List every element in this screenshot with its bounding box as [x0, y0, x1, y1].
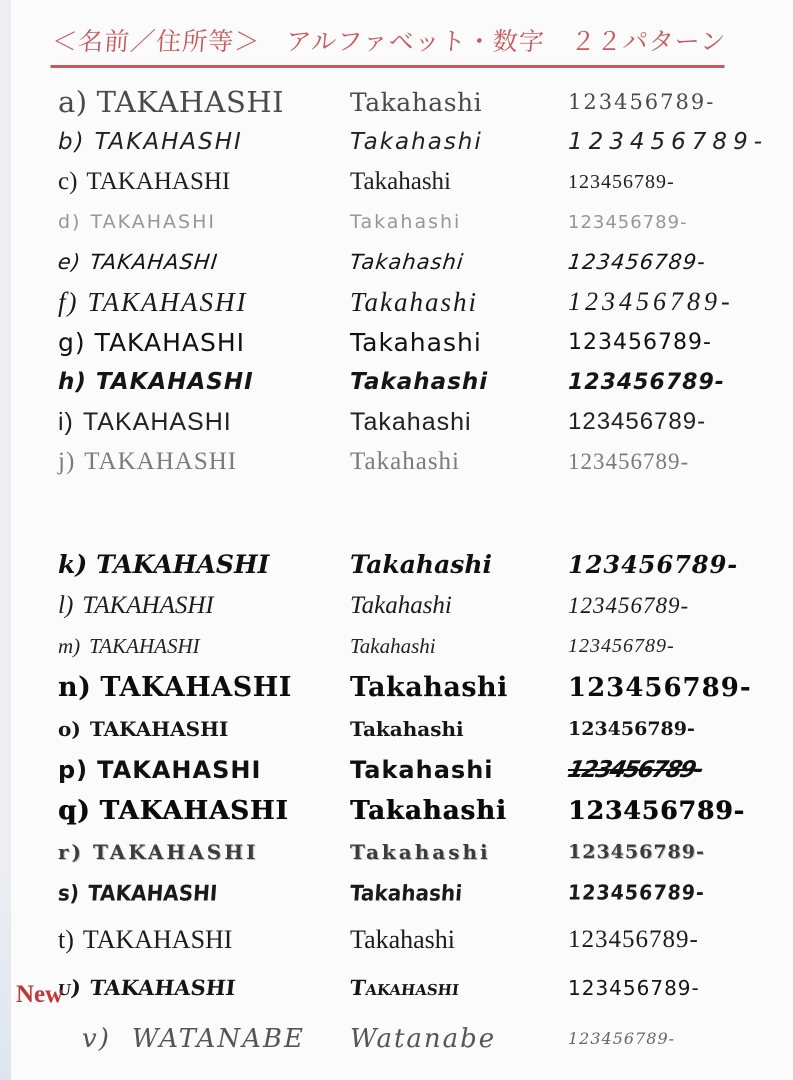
- font-sample-row-r: [58, 831, 779, 872]
- font-sample-row-b: [58, 122, 779, 162]
- row-label: k): [58, 550, 88, 579]
- lowercase-sample: Takahashi: [350, 839, 491, 864]
- row-label: s): [57, 879, 80, 906]
- font-sample-row-q: [58, 790, 779, 831]
- lowercase-sample: Takahashi: [350, 591, 452, 619]
- font-sample-row-m: [58, 626, 779, 667]
- uppercase-sample: TAKAHASHI: [96, 550, 270, 579]
- row-label: b): [58, 129, 86, 155]
- font-sample-row-e: [58, 242, 779, 282]
- font-sample-row-p: [58, 749, 779, 790]
- lowercase-sample: Takahashi: [350, 550, 493, 579]
- numerals-sample: 123456789-: [568, 975, 700, 1000]
- lowercase-sample: Takahashi: [350, 168, 451, 195]
- numerals-sample: 123456789-: [568, 1029, 676, 1048]
- numerals-sample: 123456789-: [568, 449, 690, 474]
- lowercase-sample: Takahashi: [350, 755, 494, 784]
- uppercase-sample: TAKAHASHI: [89, 634, 200, 658]
- lowercase-sample: Takahashi: [350, 672, 508, 703]
- font-sample-row-n: [58, 667, 779, 708]
- row-label: n): [58, 672, 92, 703]
- uppercase-sample: TAKAHASHI: [90, 211, 216, 233]
- font-sample-row-u: [58, 967, 779, 1008]
- uppercase-sample: TAKAHASHI: [84, 448, 238, 475]
- numerals-sample: 123456789-: [568, 170, 675, 193]
- new-label: New: [16, 981, 64, 1008]
- uppercase-sample: TAKAHASHI: [88, 250, 220, 274]
- font-sample-row-c: [58, 162, 779, 202]
- uppercase-sample: TAKAHASHI: [82, 924, 233, 954]
- uppercase-sample: WATANABE: [131, 1023, 305, 1054]
- sheet-header: [52, 22, 726, 68]
- lowercase-sample: Takahashi: [350, 795, 507, 826]
- numerals-sample: 123456789-: [568, 90, 716, 114]
- row-label: r): [58, 839, 84, 864]
- uppercase-sample: TAKAHASHI: [86, 168, 231, 195]
- row-label: v): [82, 1023, 111, 1054]
- row-label: t): [58, 924, 74, 954]
- uppercase-sample: TAKAHASHI: [89, 716, 229, 741]
- numerals-sample: 123456789-: [568, 129, 768, 155]
- font-sample-row-s: [58, 872, 779, 913]
- font-sample-row-h: [58, 362, 779, 402]
- row-label: i): [58, 407, 74, 436]
- numerals-sample: 123456789-: [568, 287, 734, 316]
- row-label: u): [56, 975, 83, 1000]
- lowercase-sample: Takahashi: [348, 250, 466, 274]
- uppercase-sample: TAKAHASHI: [96, 85, 285, 119]
- numerals-sample: 123456789-: [568, 408, 707, 435]
- numerals-sample: 123456789-: [568, 635, 675, 657]
- page-edge-shadow: [0, 0, 11, 1080]
- uppercase-sample: TAKAHASHI: [93, 839, 259, 864]
- lowercase-sample: Takahashi: [350, 129, 483, 155]
- numerals-sample: 123456789-: [568, 796, 745, 825]
- font-sample-row-t: [58, 919, 779, 960]
- numerals-sample: 123456789-: [567, 880, 706, 905]
- lowercase-sample: Takahashi: [350, 211, 462, 233]
- row-label: a): [58, 85, 88, 119]
- font-sample-row-d: [58, 202, 779, 242]
- font-sample-row-f: [58, 282, 779, 322]
- numerals-sample: 123456789-: [568, 840, 705, 863]
- uppercase-sample: TAKAHASHI: [97, 755, 262, 784]
- uppercase-sample: TAKAHASHI: [94, 327, 246, 357]
- lowercase-sample: Takahashi: [350, 87, 483, 117]
- uppercase-sample: TAKAHASHI: [82, 591, 214, 619]
- lowercase-sample: Takahashi: [350, 407, 472, 436]
- lowercase-sample: Watanabe: [350, 1023, 497, 1054]
- lowercase-sample: Takahashi: [350, 924, 456, 954]
- font-sample-row-v: [58, 1018, 779, 1059]
- font-samples-block-1: [58, 82, 779, 482]
- font-sample-row-a: [58, 82, 779, 122]
- numerals-sample: 123456789-: [565, 756, 705, 783]
- row-label: l): [58, 591, 74, 619]
- uppercase-sample: TAKAHASHI: [87, 879, 219, 906]
- row-label: e): [56, 250, 83, 274]
- uppercase-sample: TAKAHASHI: [95, 369, 254, 395]
- sheet-title: ＜名前／住所等＞ アルファベット・数字 ２２パターン: [50, 22, 727, 68]
- numerals-sample: 123456789-: [568, 329, 712, 355]
- lowercase-sample: Takahashi: [350, 369, 489, 395]
- row-label: j): [58, 448, 76, 475]
- lowercase-sample: Takahashi: [349, 879, 463, 906]
- numerals-sample: 123456789-: [568, 925, 699, 953]
- row-label: h): [58, 369, 87, 395]
- row-label: d): [58, 211, 82, 233]
- numerals-sample: 123456789-: [568, 717, 695, 740]
- font-sample-row-l: [58, 585, 779, 626]
- numerals-sample: 123456789-: [566, 250, 708, 274]
- numerals-sample: 123456789-: [568, 211, 688, 233]
- font-sample-row-k: [58, 544, 779, 585]
- numerals-sample: 123456789-: [568, 369, 725, 395]
- lowercase-sample: Takahashi: [348, 975, 461, 1000]
- row-label: g): [58, 327, 86, 357]
- font-sample-row-i: [58, 402, 779, 442]
- font-sample-row-g: [58, 322, 779, 362]
- row-label: q): [58, 795, 91, 826]
- uppercase-sample: TAKAHASHI: [88, 975, 237, 1000]
- uppercase-sample: TAKAHASHI: [100, 672, 292, 703]
- row-label: o): [58, 716, 81, 741]
- lowercase-sample: Takahashi: [350, 448, 460, 475]
- numerals-sample: 123456789-: [568, 550, 739, 579]
- numerals-sample: 123456789-: [568, 592, 690, 618]
- row-label: c): [58, 168, 78, 195]
- uppercase-sample: TAKAHASHI: [94, 129, 243, 155]
- uppercase-sample: TAKAHASHI: [82, 407, 232, 436]
- row-label: p): [58, 755, 89, 784]
- row-label: m): [58, 634, 81, 658]
- uppercase-sample: TAKAHASHI: [87, 286, 248, 317]
- uppercase-sample: TAKAHASHI: [99, 795, 289, 826]
- numerals-sample: 123456789-: [568, 672, 752, 703]
- lowercase-sample: Takahashi: [350, 327, 482, 357]
- lowercase-sample: Takahashi: [350, 634, 436, 658]
- font-samples-block-2: [58, 544, 779, 1059]
- font-sample-row-o: [58, 708, 779, 749]
- font-sample-row-j: [58, 442, 779, 482]
- lowercase-sample: Takahashi: [350, 716, 464, 741]
- row-label: f): [58, 286, 79, 317]
- lowercase-sample: Takahashi: [350, 286, 479, 317]
